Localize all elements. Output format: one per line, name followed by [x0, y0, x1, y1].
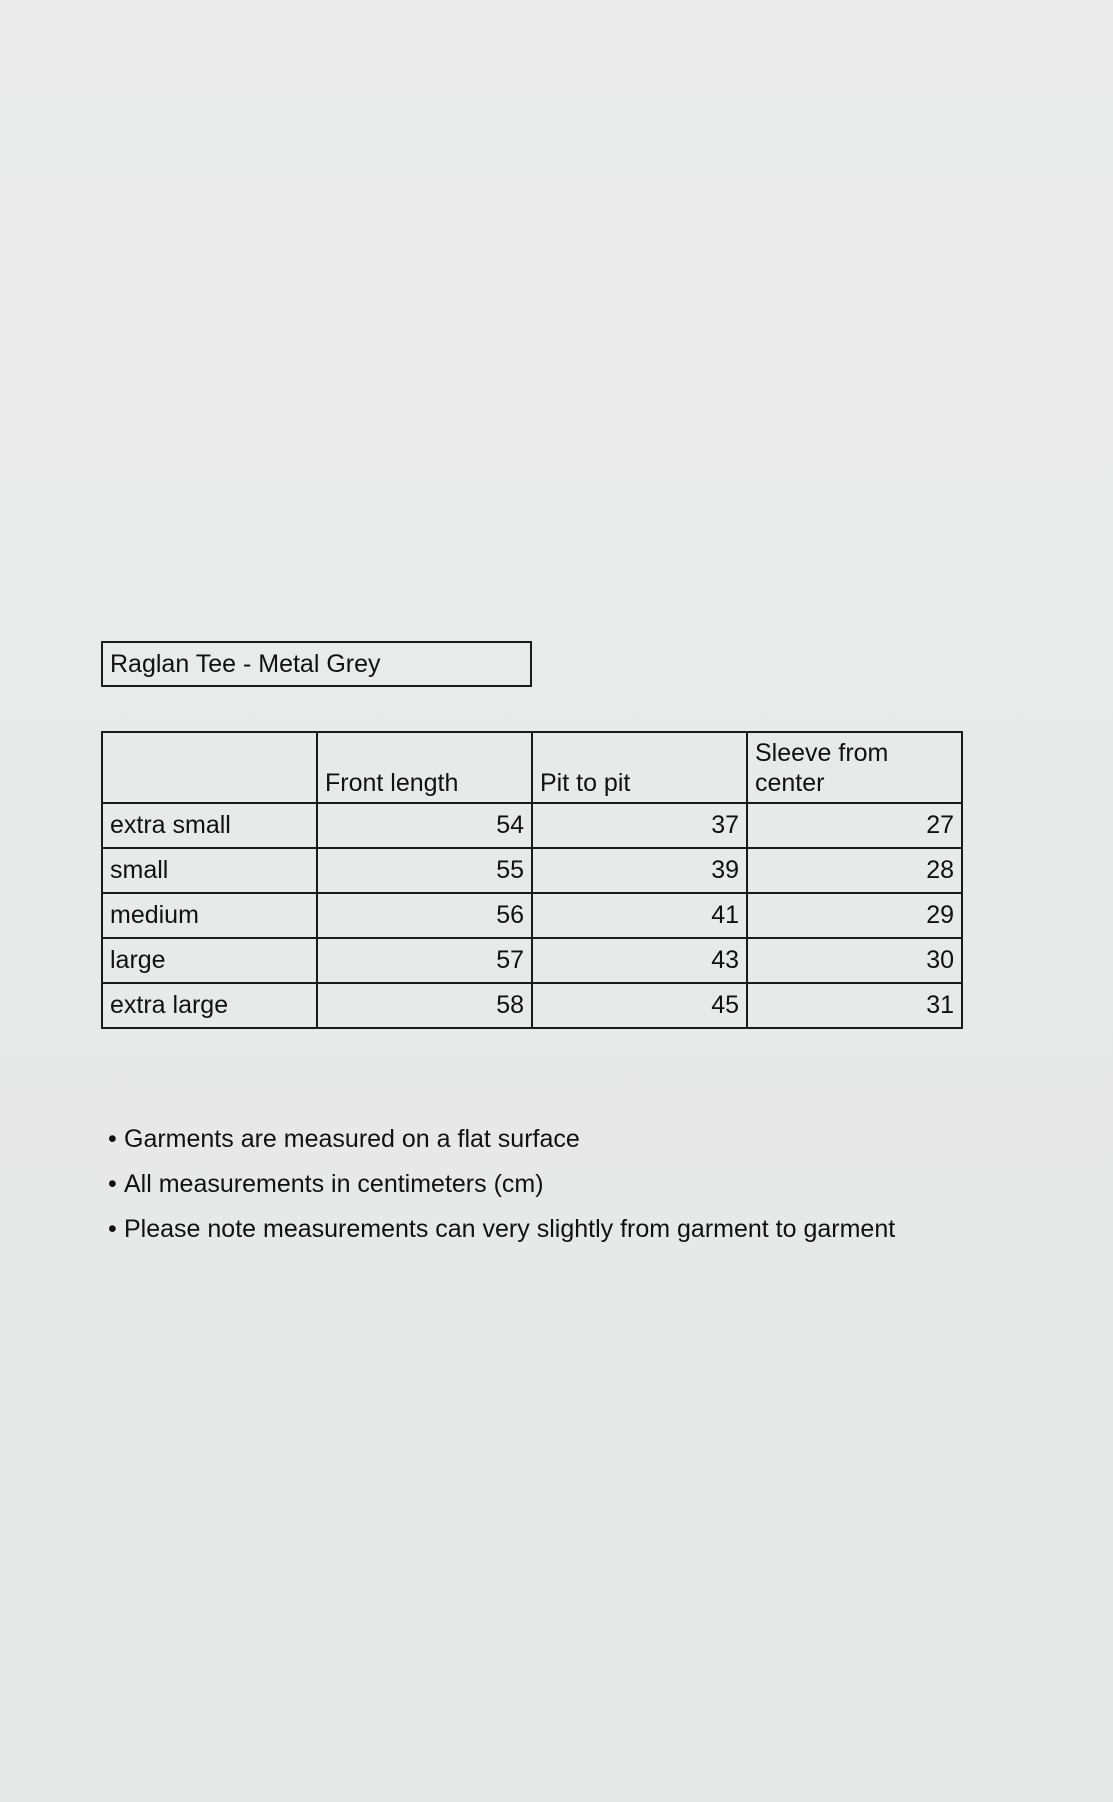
- list-item: [108, 1117, 895, 1162]
- size-label: medium: [102, 893, 317, 938]
- pit-to-pit-value: 45: [532, 983, 747, 1028]
- table-row: [102, 893, 962, 938]
- pit-to-pit-value: 39: [532, 848, 747, 893]
- pit-to-pit-value: 43: [532, 938, 747, 983]
- note-text: Please note measurements can very slightly from garment to garment: [124, 1215, 896, 1243]
- list-item: [108, 1162, 895, 1207]
- header-sleeve-from-center: Sleeve from center: [747, 732, 962, 803]
- product-title: Raglan Tee - Metal Grey: [101, 641, 532, 687]
- header-front-length: Front length: [317, 732, 532, 803]
- sleeve-value: 31: [747, 983, 962, 1028]
- front-length-value: 54: [317, 803, 532, 848]
- table-row: [102, 938, 962, 983]
- front-length-value: 58: [317, 983, 532, 1028]
- front-length-value: 55: [317, 848, 532, 893]
- header-corner-cell: [102, 732, 317, 803]
- size-label: extra large: [102, 983, 317, 1028]
- size-label: extra small: [102, 803, 317, 848]
- size-chart-table: [101, 731, 963, 1029]
- bullet-icon: •: [108, 1215, 117, 1243]
- note-text: Garments are measured on a flat surface: [124, 1125, 580, 1153]
- table-header-row: [102, 732, 962, 803]
- table-row: [102, 983, 962, 1028]
- table-row: [102, 803, 962, 848]
- front-length-value: 56: [317, 893, 532, 938]
- size-label: small: [102, 848, 317, 893]
- sleeve-value: 30: [747, 938, 962, 983]
- measurement-notes: [108, 1117, 895, 1252]
- list-item: [108, 1207, 895, 1252]
- front-length-value: 57: [317, 938, 532, 983]
- header-pit-to-pit: Pit to pit: [532, 732, 747, 803]
- sleeve-value: 27: [747, 803, 962, 848]
- size-label: large: [102, 938, 317, 983]
- bullet-icon: •: [108, 1170, 117, 1198]
- pit-to-pit-value: 37: [532, 803, 747, 848]
- table-row: [102, 848, 962, 893]
- pit-to-pit-value: 41: [532, 893, 747, 938]
- sleeve-value: 28: [747, 848, 962, 893]
- sleeve-value: 29: [747, 893, 962, 938]
- note-text: All measurements in centimeters (cm): [124, 1170, 544, 1198]
- bullet-icon: •: [108, 1125, 117, 1153]
